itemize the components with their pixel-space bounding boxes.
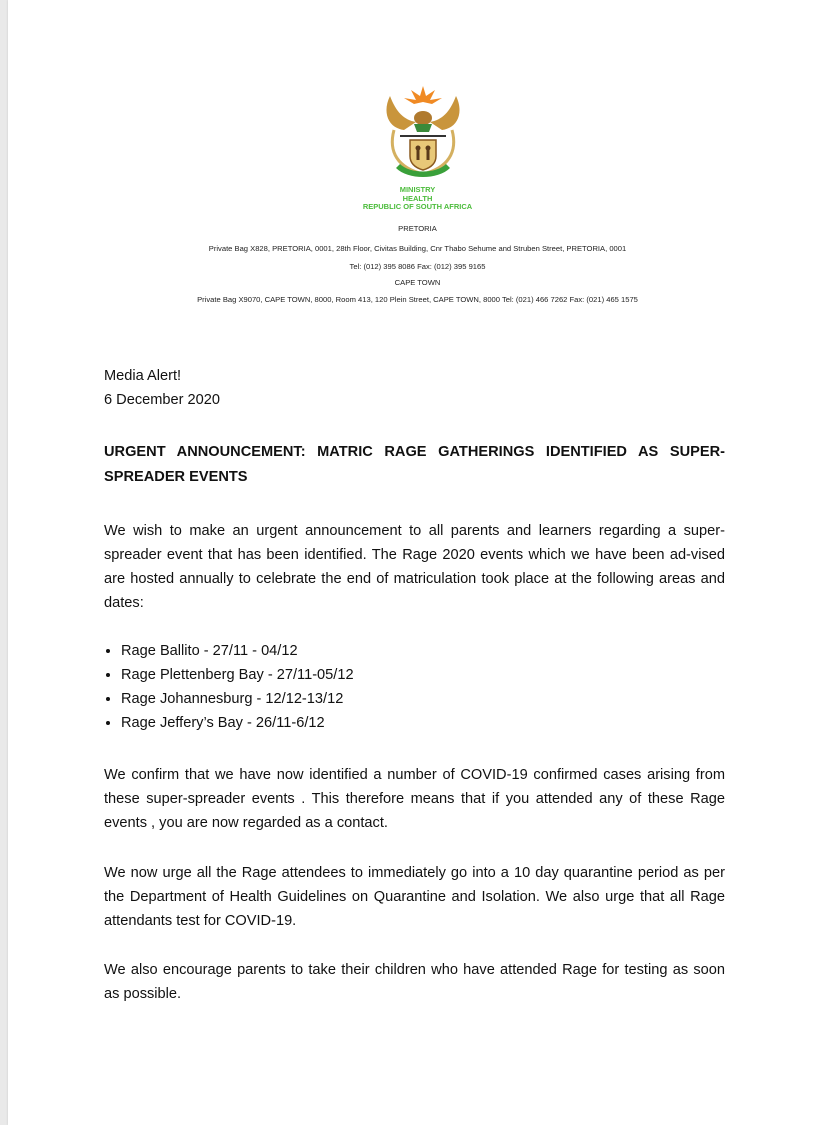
paragraph: We now urge all the Rage attendees to immediately go into a 10 day quarantine period as per the Department of Health Guidelines on Quarantine and Isolation. We also urge that all Rage attendants test for COVID-19.: [104, 865, 725, 929]
pretoria-contact: Tel: (012) 395 8086 Fax: (012) 395 9165: [349, 262, 486, 271]
event-item: • Rage Plettenberg Bay - 27/11-05/12: [121, 663, 725, 687]
capetown-label: CAPE TOWN: [394, 278, 441, 287]
alert-date: 6 December 2020: [104, 392, 221, 408]
capetown-address: Private Bag X9070, CAPE TOWN, 8000, Room 413, 120 Plein Street, CAPE TOWN, 8000 Tel: (021) 466 7262 Fax: (021) 465 1575: [197, 295, 638, 304]
paragraph: We confirm that we have now identified a number of COVID-19 confirmed cases arising from these super-spreader events . This therefore means that if you attended any of these Rage events , you are now regarded as a contact.: [104, 767, 725, 831]
event-item: • Rage Ballito - 27/11 - 04/12: [121, 639, 725, 663]
ministry-line: MINISTRY: [399, 185, 436, 194]
intro-paragraph: We wish to make an urgent announcement to all parents and learners regarding a super-spreader event that has been identified. The Rage 2020 events which we have been ad-vised are hosted annually to celebrate the end of matriculation took place at the following areas and dates:: [104, 523, 725, 611]
alert-heading: [104, 364, 725, 412]
ministry-line: HEALTH: [402, 193, 433, 203]
pretoria-label: PRETORIA: [398, 224, 437, 233]
ministry-name: [8, 186, 827, 212]
paragraph: We also encourage parents to take their children who have attended Rage for testing as soon as possible.: [104, 962, 725, 1002]
event-item: • Rage Johannesburg - 12/12-13/12: [121, 687, 725, 711]
pretoria-address: Private Bag X828, PRETORIA, 0001, 28th Floor, Civitas Building, Cnr Thabo Sehume and Struben Street, PRETORIA, 0001: [208, 244, 627, 253]
coat-of-arms-icon: [380, 82, 466, 182]
media-alert-label: Media Alert!: [104, 368, 182, 384]
event-list: [104, 639, 725, 735]
event-item: • Rage Jeffery’s Bay - 26/11-6/12: [121, 711, 725, 735]
alert-title: URGENT ANNOUNCEMENT: MATRIC RAGE GATHERINGS IDENTIFIED AS SUPER-SPREADER EVENTS: [104, 444, 725, 485]
document-page: [8, 0, 827, 1125]
ministry-line: REPUBLIC OF SOUTH AFRICA: [362, 202, 473, 211]
